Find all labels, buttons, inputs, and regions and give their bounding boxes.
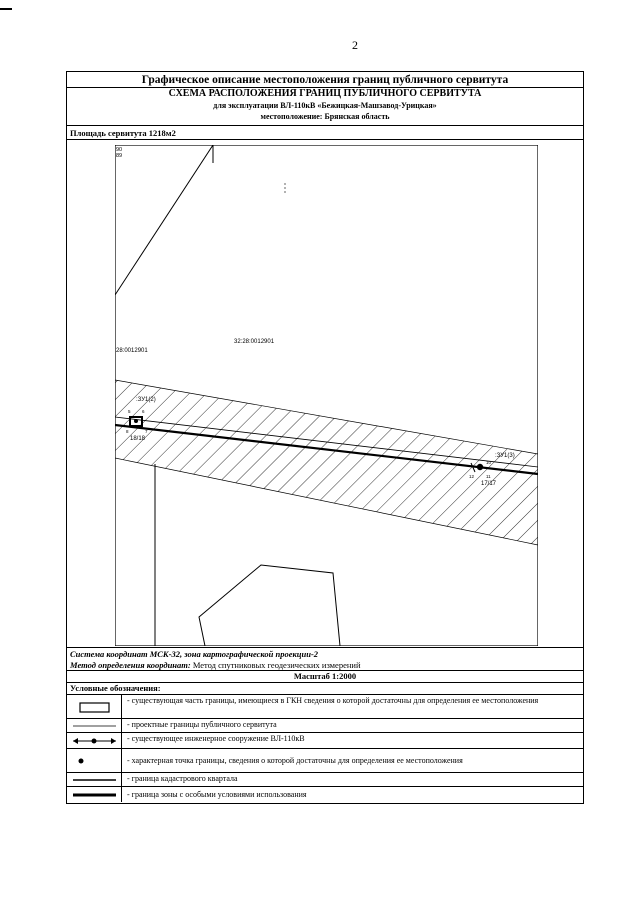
coordinate-system: Система координат МСК-32, зона картографической проекции-2 — [70, 649, 319, 659]
coordinate-method-value: Метод спутниковых геодезических измерений — [190, 660, 361, 670]
point-label: 11 — [486, 474, 491, 479]
divider — [67, 125, 583, 126]
thin-line-icon — [67, 719, 122, 732]
point-label: 12 — [469, 474, 475, 479]
legend-row — [67, 718, 583, 732]
medium-line-icon — [67, 773, 122, 786]
map-label: 90 — [116, 147, 123, 153]
point-label: 8 — [126, 429, 129, 434]
map-scale: Масштаб 1:2000 — [293, 671, 357, 681]
dot-icon — [67, 749, 122, 772]
quarter-label-left: 28:0012901 — [116, 348, 148, 354]
legend-text: - характерная точка границы, сведения о которой достаточны для определения ее местоположения — [127, 756, 463, 765]
legend-row — [67, 748, 583, 772]
scheme-purpose: для эксплуатации ВЛ-110кВ «Бежицкая-Машзавод-Урицкая» — [213, 101, 437, 110]
zone-label-right: :ЗУ1(3) — [495, 453, 515, 459]
zone-label-left: :ЗУ1(2) — [136, 397, 156, 403]
power-line-icon — [67, 733, 122, 748]
thick-line-icon — [67, 787, 122, 802]
page-number: 2 — [352, 38, 358, 52]
map-label: 89 — [116, 153, 123, 159]
parcel-boundary-diagonal — [115, 145, 213, 295]
coordinate-method — [70, 660, 586, 670]
point-label: 5 — [128, 409, 131, 414]
legend-text: - граница кадастрового квартала — [127, 774, 238, 783]
divider — [67, 647, 583, 648]
pole-marker-right — [477, 464, 483, 470]
quarter-label-center: 32:28:0012901 — [234, 339, 275, 345]
pole-label-left: 18/18 — [130, 436, 146, 442]
coordinate-method-label: Метод определения координат: — [70, 660, 191, 670]
parcel-polygon-bottom — [199, 565, 340, 646]
divider — [67, 139, 583, 140]
legend-title: Условные обозначения: — [70, 683, 161, 693]
legend-row — [67, 694, 583, 718]
rectangle-icon — [67, 695, 122, 718]
cadastral-map — [115, 145, 538, 646]
legend-text: - существующее инженерное сооружение ВЛ-110кВ — [127, 734, 305, 743]
scheme-title: СХЕМА РАСПОЛОЖЕНИЯ ГРАНИЦ ПУБЛИЧНОГО СЕРВИТУТА — [168, 88, 482, 99]
corner-mark — [0, 8, 12, 10]
legend-row — [67, 772, 583, 786]
legend-row — [67, 732, 583, 748]
servitude-area: Площадь сервитута 1218м2 — [70, 128, 176, 138]
legend-text: - проектные границы публичного сервитута — [127, 720, 277, 729]
legend-text: - граница зоны с особыми условиями использования — [127, 790, 307, 799]
point-label: 6 — [142, 409, 145, 414]
legend-text: - существующая часть границы, имеющиеся в ГКН сведения о которой достаточны для определения ее местоположения — [127, 696, 539, 705]
document-title: Графическое описание местоположения границ публичного сервитута — [141, 74, 509, 86]
pole-label-right: 17/17 — [481, 481, 497, 487]
legend-row — [67, 786, 583, 802]
servitude-zone-hatch — [115, 380, 538, 545]
point-label: 7 — [145, 429, 148, 434]
scheme-location: местоположение: Брянская область — [260, 112, 390, 121]
point-label: 10 — [486, 460, 492, 465]
document-sheet — [66, 71, 584, 804]
